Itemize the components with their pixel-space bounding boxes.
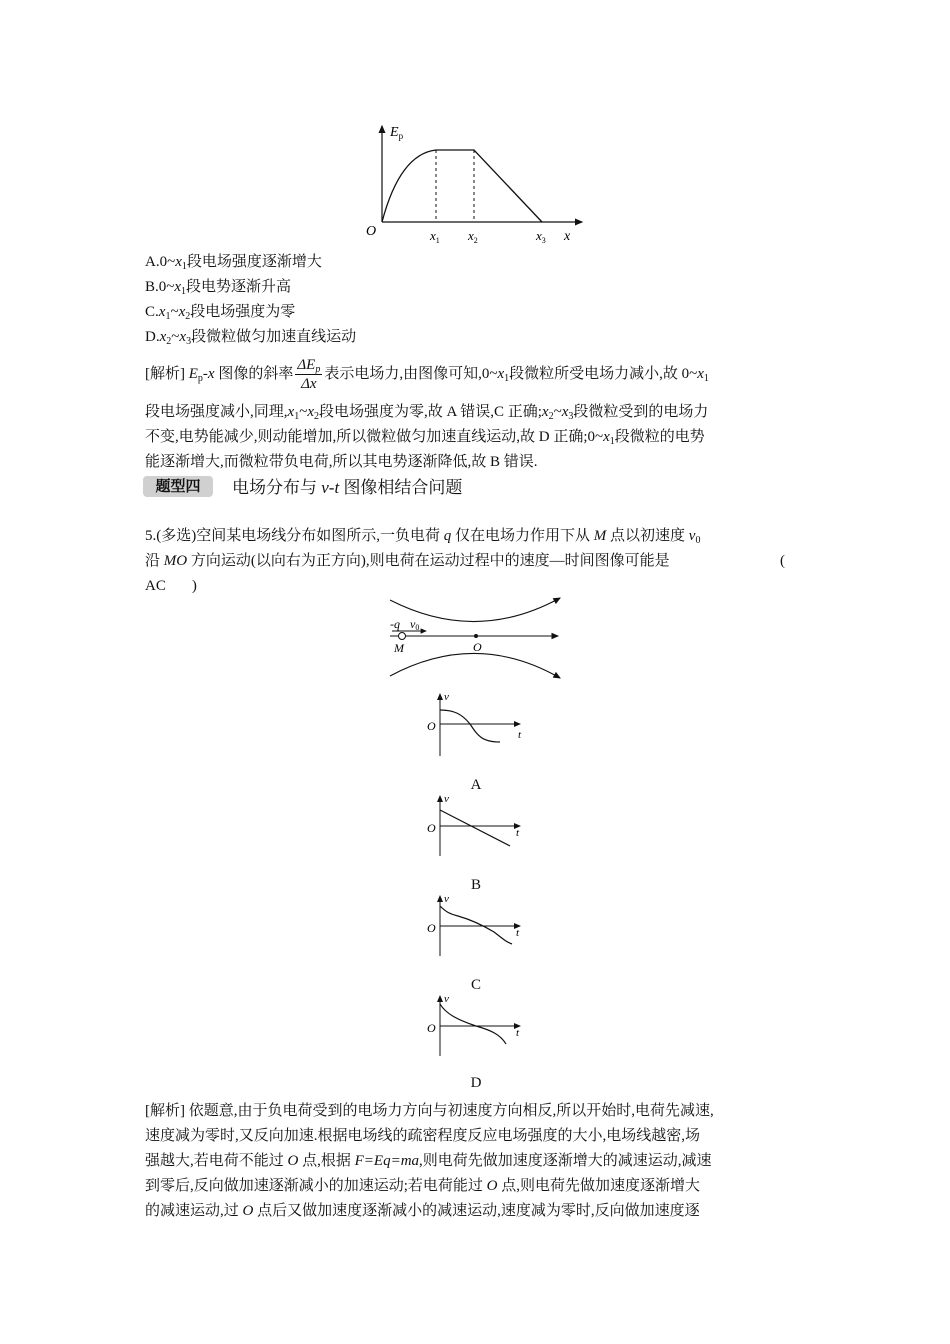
vt-graph-d [424,992,534,1058]
q5-paren-open: ( [780,553,785,569]
vt-a-o: O [427,719,436,733]
analysis-tag: [解析] [145,366,185,382]
analysis-q5-line-2: 速度减为零时,又反向加速.根据电场线的疏密程度反应电场强度的大小,电场线越密,场 [145,1128,701,1144]
analysis-q4-line-2: 段电场强度减小,同理$,x_1\sim x_2$段电场强度为零,故 A 错误,C 正确$;x_2\sim x_3$段微粒受到的电场力 [145,404,709,422]
ep-x-label: x [564,229,571,244]
option-a[interactable]: $A.0\sim x_1$段电场强度逐渐增大 [145,254,322,272]
vt-b-o: O [427,821,436,835]
field-line-top [390,598,560,622]
field-line-bottom [390,653,560,678]
analysis-q5-line-3: 强越大,若电荷不能过 O 点,根据 F=Eq=ma,则电荷先做加速度逐渐增大的减速运动,减速 [145,1153,712,1169]
vt-graph-a [424,690,534,758]
vt-graph-c [424,892,534,958]
q5-answer: AC [145,578,166,594]
point-o [474,634,478,638]
vt-b-t: t [516,827,520,839]
vt-c-curve [440,906,512,944]
caption-b: B [470,877,481,893]
analysis-q4-line-1: [解析] $E_p-x$ 图像的斜率 $\frac{\Delta E_p}{\Delta x}$ 表示电场力,由图像可知$,0\sim x_1$段微粒所受电场力减小,故 $0\sim x_1$ [145,357,709,393]
section-title: 电场分布与 v-t 图像相结合问题 [232,478,463,497]
vt-a-t: t [518,729,522,741]
q5-line-2: 沿 MO 方向运动(以向右为正方向),则电荷在运动过程中的速度—时间图像可能是 [145,553,670,569]
q5-answer-line: AC ) [145,578,197,594]
ep-x-graph [360,118,590,248]
vt-c-v: v [444,893,449,905]
charge-m [399,633,406,640]
q5-line-1: 5.(多选)空间某电场线分布如图所示,一负电荷 q 仅在电场力作用下从 M 点以初速度 $v_0$ [145,528,701,546]
velocity-label: v0 [410,617,420,632]
ep-tick-x2: $x_2$ [468,228,478,245]
analysis-q5-line-4: 到零后,反向做加速逐渐减小的加速运动;若电荷能过 O 点,则电荷先做加速度逐渐增大 [145,1178,701,1194]
vt-b-line [440,810,510,846]
analysis-q5-line-1: [解析] 依题意,由于负电荷受到的电场力方向与初速度方向相反,所以开始时,电荷先减速, [145,1103,714,1119]
vt-d-t: t [516,1027,520,1039]
option-b[interactable]: $B.0\sim x_1$段电势逐渐升高 [145,279,292,297]
analysis-q4-line-3: 不变,电势能减少,则动能增加,所以微粒做匀加速直线运动,故 D 正确$;0\sim x_1$段微粒的电势 [145,429,705,447]
caption-d: D [470,1075,482,1091]
ep-tick-x3: $x_3$ [536,228,546,245]
vt-d-curve [440,1004,506,1044]
charge-label: -q [390,617,400,631]
vt-a-v: v [444,691,449,703]
analysis-q4-line-4: 能逐渐增大,而微粒带负电荷,所以其电势逐渐降低,故 B 错误. [145,454,538,470]
vt-graph-b [424,792,534,858]
vt-c-t: t [516,927,520,939]
vt-a-curve [440,710,500,742]
ep-origin: O [366,224,377,239]
vt-b-v: v [444,793,449,805]
field-line-figure [386,592,566,684]
vt-d-v: v [444,993,449,1005]
option-c[interactable]: $C.x_1\sim x_2$段电场强度为零 [145,304,296,322]
m-label: M [394,641,404,655]
vt-c-o: O [427,921,436,935]
analysis-q5-tag: [解析] [145,1103,185,1119]
caption-c: C [470,977,481,993]
option-d[interactable]: $D.x_2\sim x_3$段微粒做匀加速直线运动 [145,329,357,347]
vt-d-o: O [427,1021,436,1035]
slope-fraction: $\frac{\Delta E_p}{\Delta x}$ [297,357,321,393]
section-badge: 题型四 [143,476,213,497]
o-label: O [473,640,482,654]
ep-curve [382,150,542,222]
ep-y-label: $E_p$ [390,125,404,141]
caption-a: A [470,777,482,793]
ep-tick-x1: $x_1$ [430,228,440,245]
analysis-q5-line-5: 的减速运动,过 O 点后又做加速度逐渐减小的减速运动,速度减为零时,反向做加速度逐 [145,1203,700,1219]
